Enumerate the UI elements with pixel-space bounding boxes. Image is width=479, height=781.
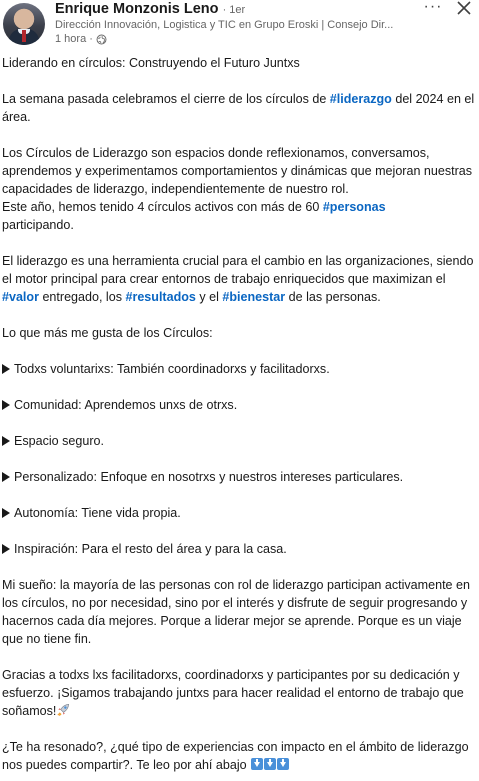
- down-arrow-icon: [277, 758, 289, 770]
- more-options-button[interactable]: ···: [423, 0, 443, 15]
- author-headline: Dirección Innovación, Logistica y TIC en Grupo Eroski | Consejo Dir...: [55, 19, 394, 31]
- play-triangle-icon: [2, 364, 10, 374]
- connection-degree: · 1er: [222, 4, 246, 16]
- bullet-item: [2, 468, 476, 486]
- play-triangle-icon: [2, 508, 10, 518]
- post-title: Liderando en círculos: Construyendo el Futuro Juntxs: [2, 56, 300, 70]
- hashtag-liderazgo[interactable]: #liderazgo: [329, 92, 392, 106]
- paragraph-3-text-c: y el: [195, 290, 223, 304]
- play-triangle-icon: [2, 436, 10, 446]
- paragraph-2b: [2, 198, 476, 216]
- globe-icon: [96, 34, 107, 45]
- play-triangle-icon: [2, 544, 10, 554]
- post-time-separator: ·: [89, 33, 93, 45]
- paragraph-2b-text: Este año, hemos tenido 4 círculos activos con más de 60: [2, 200, 323, 214]
- bullet-text: Autonomía: Tiene vida propia.: [14, 506, 181, 520]
- bullet-text: Espacio seguro.: [14, 434, 104, 448]
- avatar[interactable]: [3, 3, 45, 45]
- bullet-item: [2, 396, 476, 414]
- paragraph-2c: participando.: [2, 218, 74, 232]
- bullet-text: Inspiración: Para el resto del área y para la casa.: [14, 542, 287, 556]
- author-name[interactable]: Enrique Monzonis Leno: [55, 1, 219, 17]
- bullet-item: [2, 360, 476, 378]
- paragraph-3-text-d: de las personas.: [285, 290, 381, 304]
- paragraph-3-text-b: entregado, los: [38, 290, 126, 304]
- hashtag-personas[interactable]: #personas: [322, 200, 386, 214]
- paragraph-7: [2, 738, 476, 774]
- play-triangle-icon: [2, 472, 10, 482]
- paragraph-5: Mi sueño: la mayoría de las personas con rol de liderazgo participan activamente en los círculos, no por necesidad, sino por el interés y disfrute de seguir progresando y hacernos cada día mejores. Porque a liderar mejor se aprende. Porque es un viaje que no tiene fin.: [2, 578, 470, 646]
- paragraph-1: [2, 90, 476, 126]
- hashtag-bienestar[interactable]: #bienestar: [222, 290, 286, 304]
- post-header: [0, 0, 479, 50]
- author-line: [55, 1, 245, 17]
- post-meta: [55, 33, 107, 45]
- paragraph-7-text: ¿Te ha resonado?, ¿qué tipo de experiencias con impacto en el ámbito de liderazgo nos puedes compartir?. Te leo por ahí abajo: [2, 740, 469, 772]
- paragraph-3-text: El liderazgo es una herramienta crucial para el cambio en las organizaciones, siendo el motor principal para crear entornos de trabajo enriquecidos que maximizan el: [2, 254, 474, 286]
- paragraph-1-text: La semana pasada celebramos el cierre de los círculos de: [2, 92, 330, 106]
- bullet-item: [2, 432, 476, 450]
- down-arrow-icon: [264, 758, 276, 770]
- post-time: 1 hora: [55, 33, 87, 45]
- avatar-tie: [22, 30, 26, 42]
- paragraph-6: [2, 666, 476, 720]
- down-arrow-icon: [251, 758, 263, 770]
- bullet-text: Personalizado: Enfoque en nosotrxs y nuestros intereses particulares.: [14, 470, 404, 484]
- paragraph-1-text-end: del 2024 en el área.: [2, 92, 475, 124]
- paragraph-2: Los Círculos de Liderazgo son espacios donde reflexionamos, conversamos, aprendemos y experimentamos comportamientos y dinámicas que mejoran nuestras capacidades de liderazgo, independientemente de nuestro rol.: [2, 146, 473, 196]
- hashtag-valor[interactable]: #valor: [2, 290, 39, 304]
- bullet-item: [2, 504, 476, 522]
- bullet-item: [2, 540, 476, 558]
- post-body: [2, 54, 476, 774]
- rocket-icon: [56, 702, 71, 717]
- bullet-text: Todxs voluntarixs: También coordinadorxs y facilitadorxs.: [14, 362, 330, 376]
- bullet-text: Comunidad: Aprendemos unxs de otrxs.: [14, 398, 238, 412]
- paragraph-4: Lo que más me gusta de los Círculos:: [2, 326, 213, 340]
- play-triangle-icon: [2, 400, 10, 410]
- paragraph-3: [2, 252, 476, 306]
- paragraph-6-text: Gracias a todxs lxs facilitadorxs, coordinadorxs y participantes por su dedicación y esfuerzo. ¡Sigamos trabajando juntxs para hacer realidad el entorno de trabajo que soñamos!: [2, 668, 464, 718]
- hashtag-resultados[interactable]: #resultados: [125, 290, 196, 304]
- close-icon[interactable]: [452, 0, 476, 18]
